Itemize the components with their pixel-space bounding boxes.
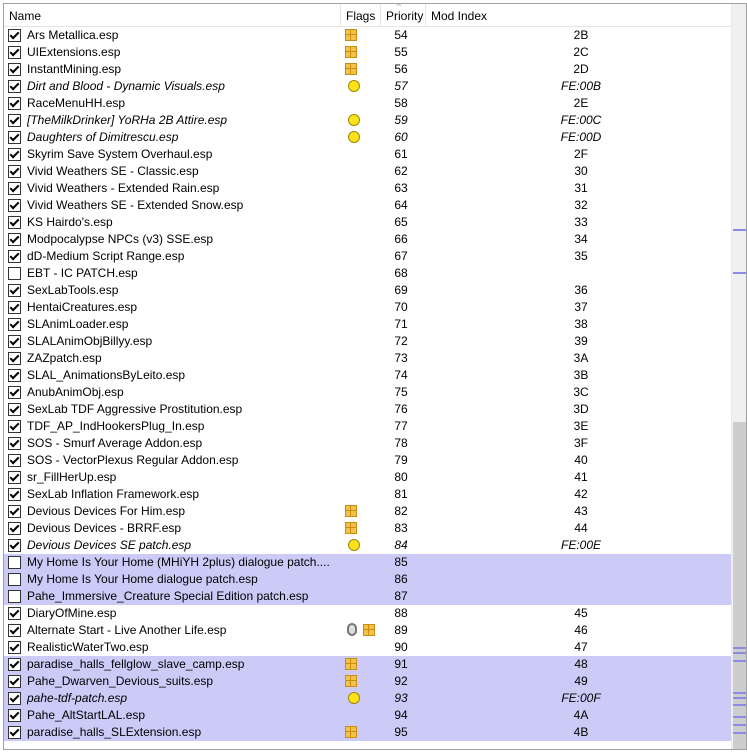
plugin-mod-index: 3D: [573, 402, 589, 416]
plugin-priority: 57: [394, 79, 408, 93]
plugin-mod-index: 30: [574, 164, 588, 178]
plugin-row[interactable]: [4, 265, 731, 282]
plugin-flags: [341, 112, 381, 129]
plugin-mod-index: 4A: [573, 708, 589, 722]
plugin-row[interactable]: [4, 435, 731, 452]
plugin-row[interactable]: [4, 27, 731, 44]
plugin-priority: 54: [394, 28, 408, 42]
scrollbar-marker: [733, 724, 746, 726]
plugin-flags: [341, 367, 381, 384]
plugin-priority: 69: [394, 283, 408, 297]
plugin-name: Devious Devices SE patch.esp: [27, 538, 192, 552]
master-box-icon: [345, 522, 357, 534]
enable-checkbox[interactable]: [8, 46, 21, 59]
scrollbar-marker: [733, 697, 746, 699]
plugin-name: SLAL_AnimationsByLeito.esp: [27, 368, 186, 382]
plugin-priority: 82: [394, 504, 408, 518]
plugin-flags: [341, 571, 381, 588]
enable-checkbox[interactable]: [8, 352, 21, 365]
plugin-name: SexLabTools.esp: [27, 283, 119, 297]
plugin-priority: 64: [394, 198, 408, 212]
plugin-flags: [341, 316, 381, 333]
enable-checkbox[interactable]: [8, 692, 21, 705]
enable-checkbox[interactable]: [8, 556, 21, 569]
plugin-name: dD-Medium Script Range.esp: [27, 249, 185, 263]
plugin-flags: [341, 724, 381, 741]
plugin-mod-index: 2C: [573, 45, 589, 59]
scrollbar-marker: [733, 732, 746, 734]
plugin-flags: [341, 163, 381, 180]
plugin-row[interactable]: [4, 724, 731, 741]
enable-checkbox[interactable]: [8, 63, 21, 76]
plugin-priority: 63: [394, 181, 408, 195]
plugin-name: Daughters of Dimitrescu.esp: [27, 130, 179, 144]
header-flags[interactable]: Flags: [341, 4, 381, 26]
plugin-flags: [341, 78, 381, 95]
plugin-row[interactable]: [4, 554, 731, 571]
plugin-name: My Home Is Your Home (MHiYH 2plus) dialogue patch....: [27, 555, 330, 569]
plugin-name: Pahe_Dwarven_Devious_suits.esp: [27, 674, 214, 688]
enable-checkbox[interactable]: [8, 182, 21, 195]
plugin-name: SOS - Smurf Average Addon.esp: [27, 436, 203, 450]
plugin-name: My Home Is Your Home dialogue patch.esp: [27, 572, 258, 586]
plugin-priority: 93: [394, 691, 408, 705]
plugin-flags: [341, 265, 381, 282]
plugin-row[interactable]: [4, 452, 731, 469]
plugin-flags: [341, 690, 381, 707]
plugin-row[interactable]: [4, 571, 731, 588]
plugin-mod-index: 3C: [573, 385, 589, 399]
scrollbar-marker: [733, 716, 746, 718]
plugin-priority: 65: [394, 215, 408, 229]
plugin-flags: [341, 384, 381, 401]
plugin-priority: 71: [394, 317, 408, 331]
plugin-name: RaceMenuHH.esp: [27, 96, 126, 110]
enable-checkbox[interactable]: [8, 216, 21, 229]
plugin-flags: [341, 622, 381, 639]
plugin-mod-index: 2F: [573, 147, 588, 161]
plugin-mod-index: 41: [574, 470, 588, 484]
plugin-flags: [341, 231, 381, 248]
scrollbar-marker: [733, 660, 746, 662]
plugin-priority: 80: [394, 470, 408, 484]
enable-checkbox[interactable]: [8, 233, 21, 246]
plugin-row[interactable]: [4, 690, 731, 707]
enable-checkbox[interactable]: [8, 267, 21, 280]
plugin-mod-index: 32: [574, 198, 588, 212]
plugin-flags: [341, 214, 381, 231]
plugin-flags: [341, 656, 381, 673]
plugin-mod-index: 2E: [573, 96, 589, 110]
plugin-name: paradise_halls_fellglow_slave_camp.esp: [27, 657, 245, 671]
header-priority[interactable]: Priority: [381, 4, 426, 26]
enable-checkbox[interactable]: [8, 80, 21, 93]
master-box-icon: [345, 726, 357, 738]
plugin-mod-index: 2D: [573, 62, 589, 76]
plugin-name: pahe-tdf-patch.esp: [27, 691, 128, 705]
plugin-mod-index: 37: [574, 300, 588, 314]
enable-checkbox[interactable]: [8, 114, 21, 127]
plugin-flags: [341, 61, 381, 78]
plugin-row[interactable]: [4, 78, 731, 95]
plugin-priority: 75: [394, 385, 408, 399]
plugin-flags: [341, 605, 381, 622]
plugin-mod-index: 44: [574, 521, 588, 535]
plugin-name: Vivid Weathers SE - Classic.esp: [27, 164, 199, 178]
plugin-priority: 90: [394, 640, 408, 654]
light-plugin-icon: [348, 80, 360, 92]
plugin-flags: [341, 299, 381, 316]
enable-checkbox[interactable]: [8, 335, 21, 348]
plugin-row[interactable]: [4, 129, 731, 146]
plugin-flags: [341, 554, 381, 571]
plugin-name: TDF_AP_IndHookersPlug_In.esp: [27, 419, 205, 433]
plugin-mod-index: 38: [574, 317, 588, 331]
plugin-row[interactable]: [4, 639, 731, 656]
enable-checkbox[interactable]: [8, 726, 21, 739]
plugin-priority: 84: [394, 538, 408, 552]
plugin-row[interactable]: [4, 231, 731, 248]
plugin-name: SLAnimLoader.esp: [27, 317, 129, 331]
plugin-row[interactable]: [4, 248, 731, 265]
plugin-mod-index: 43: [574, 504, 588, 518]
plugin-row[interactable]: [4, 197, 731, 214]
enable-checkbox[interactable]: [8, 403, 21, 416]
plugin-priority: 60: [394, 130, 408, 144]
plugin-name: Vivid Weathers - Extended Rain.esp: [27, 181, 220, 195]
scrollbar-marker: [733, 652, 746, 654]
scrollbar-marker: [733, 692, 746, 694]
scrollbar-marker: [733, 704, 746, 706]
vertical-scrollbar[interactable]: [731, 4, 747, 749]
plugin-flags: [341, 95, 381, 112]
enable-checkbox[interactable]: [8, 539, 21, 552]
plugin-mod-index: 48: [574, 657, 588, 671]
enable-checkbox[interactable]: [8, 199, 21, 212]
plugin-flags: [341, 27, 381, 44]
enable-checkbox[interactable]: [8, 318, 21, 331]
master-box-icon: [345, 63, 357, 75]
plugin-row[interactable]: [4, 61, 731, 78]
plugin-priority: 94: [394, 708, 408, 722]
plugin-priority: 70: [394, 300, 408, 314]
plugin-name: EBT - IC PATCH.esp: [27, 266, 138, 280]
plugin-mod-index: 33: [574, 215, 588, 229]
plugin-name: Devious Devices For Him.esp: [27, 504, 186, 518]
plugin-flags: [341, 503, 381, 520]
enable-checkbox[interactable]: [8, 522, 21, 535]
plugin-flags: [341, 469, 381, 486]
enable-checkbox[interactable]: [8, 590, 21, 603]
plugin-mod-index: FE:00D: [560, 130, 602, 144]
plugin-name: KS Hairdo's.esp: [27, 215, 113, 229]
plugin-list-panel: [3, 3, 747, 750]
plugin-name: [TheMilkDrinker] YoRHa 2B Attire.esp: [27, 113, 228, 127]
enable-checkbox[interactable]: [8, 148, 21, 161]
light-plugin-icon: [348, 692, 360, 704]
plugin-flags: [341, 197, 381, 214]
enable-checkbox[interactable]: [8, 165, 21, 178]
enable-checkbox[interactable]: [8, 250, 21, 263]
plugin-row[interactable]: [4, 520, 731, 537]
plugin-priority: 78: [394, 436, 408, 450]
plugin-mod-index: 47: [574, 640, 588, 654]
enable-checkbox[interactable]: [8, 488, 21, 501]
plugin-priority: 91: [394, 657, 408, 671]
plugin-row[interactable]: [4, 214, 731, 231]
plugin-name: DiaryOfMine.esp: [27, 606, 117, 620]
plugin-priority: 86: [394, 572, 408, 586]
enable-checkbox[interactable]: [8, 607, 21, 620]
plugin-mod-index: 3F: [573, 436, 588, 450]
enable-checkbox[interactable]: [8, 369, 21, 382]
plugin-row[interactable]: [4, 350, 731, 367]
plugin-mod-index: 42: [574, 487, 588, 501]
plugin-row[interactable]: [4, 299, 731, 316]
plugin-priority: 72: [394, 334, 408, 348]
enable-checkbox[interactable]: [8, 29, 21, 42]
plugin-row[interactable]: [4, 384, 731, 401]
plugin-mod-index: 2B: [573, 28, 589, 42]
plugin-row[interactable]: [4, 146, 731, 163]
plugin-row[interactable]: [4, 605, 731, 622]
plugin-name: AnubAnimObj.esp: [27, 385, 124, 399]
plugin-mod-index: 34: [574, 232, 588, 246]
plugin-priority: 88: [394, 606, 408, 620]
plugin-row[interactable]: [4, 44, 731, 61]
plugin-name: SLALAnimObjBillyy.esp: [27, 334, 153, 348]
enable-checkbox[interactable]: [8, 641, 21, 654]
plugin-mod-index: FE:00F: [561, 691, 601, 705]
master-box-icon: [363, 624, 375, 636]
plugin-name: Modpocalypse NPCs (v3) SSE.esp: [27, 232, 214, 246]
enable-checkbox[interactable]: [8, 284, 21, 297]
enable-checkbox[interactable]: [8, 437, 21, 450]
plugin-flags: [341, 129, 381, 146]
plugin-row[interactable]: [4, 656, 731, 673]
scrollbar-thumb[interactable]: [733, 422, 746, 749]
light-plugin-icon: [348, 131, 360, 143]
plugin-name: InstantMining.esp: [27, 62, 122, 76]
plugin-row[interactable]: [4, 316, 731, 333]
plugin-priority: 87: [394, 589, 408, 603]
plugin-priority: 62: [394, 164, 408, 178]
plugin-flags: [341, 282, 381, 299]
plugin-priority: 68: [394, 266, 408, 280]
plugin-priority: 77: [394, 419, 408, 433]
plugin-priority: 74: [394, 368, 408, 382]
plugin-flags: [341, 588, 381, 605]
master-box-icon: [345, 46, 357, 58]
scrollbar-marker: [733, 647, 746, 649]
plugin-name: ZAZpatch.esp: [27, 351, 102, 365]
light-plugin-icon: [348, 539, 360, 551]
plugin-flags: [341, 537, 381, 554]
plugin-name: Skyrim Save System Overhaul.esp: [27, 147, 213, 161]
plugin-flags: [341, 44, 381, 61]
header-name[interactable]: Name: [4, 4, 341, 26]
plugin-mod-index: 49: [574, 674, 588, 688]
plugin-flags: [341, 146, 381, 163]
plugin-flags: [341, 452, 381, 469]
enable-checkbox[interactable]: [8, 658, 21, 671]
plugin-mod-index: 35: [574, 249, 588, 263]
plugin-name: Pahe_AltStartLAL.esp: [27, 708, 146, 722]
enable-checkbox[interactable]: [8, 573, 21, 586]
plugin-flags: [341, 180, 381, 197]
enable-checkbox[interactable]: [8, 454, 21, 467]
plugin-flags: [341, 520, 381, 537]
plugin-row[interactable]: [4, 163, 731, 180]
plugin-mod-index: 40: [574, 453, 588, 467]
plugin-name: Alternate Start - Live Another Life.esp: [27, 623, 227, 637]
plugin-flags: [341, 418, 381, 435]
plugin-row[interactable]: [4, 537, 731, 554]
column-header: [4, 4, 731, 27]
plugin-name: Ars Metallica.esp: [27, 28, 119, 42]
plugin-flags: [341, 435, 381, 452]
plugin-row[interactable]: [4, 486, 731, 503]
plugin-mod-index: 4B: [573, 725, 589, 739]
plugin-priority: 89: [394, 623, 408, 637]
plugin-flags: [341, 333, 381, 350]
plugin-priority: 59: [394, 113, 408, 127]
plugin-mod-index: 3A: [573, 351, 589, 365]
plugin-row[interactable]: [4, 95, 731, 112]
plugin-mod-index: FE:00B: [560, 79, 602, 93]
enable-checkbox[interactable]: [8, 709, 21, 722]
plugin-row[interactable]: [4, 707, 731, 724]
enable-checkbox[interactable]: [8, 471, 21, 484]
plugin-mod-index: 39: [574, 334, 588, 348]
plugin-priority: 56: [394, 62, 408, 76]
plugin-mod-index: 36: [574, 283, 588, 297]
plugin-mod-index: FE:00C: [560, 113, 602, 127]
master-box-icon: [345, 675, 357, 687]
plugin-priority: 79: [394, 453, 408, 467]
plugin-priority: 76: [394, 402, 408, 416]
plugin-row[interactable]: [4, 367, 731, 384]
plugin-priority: 81: [394, 487, 408, 501]
scrollbar-marker: [733, 272, 746, 274]
plugin-row[interactable]: [4, 622, 731, 639]
plugin-row[interactable]: [4, 333, 731, 350]
enable-checkbox[interactable]: [8, 386, 21, 399]
header-mod-index[interactable]: Mod Index: [431, 9, 488, 23]
attachment-icon: [347, 623, 357, 636]
plugin-name: UIExtensions.esp: [27, 45, 121, 59]
plugin-name: SexLab Inflation Framework.esp: [27, 487, 200, 501]
plugin-name: Vivid Weathers SE - Extended Snow.esp: [27, 198, 244, 212]
plugin-priority: 61: [394, 147, 408, 161]
plugin-name: sr_FillHerUp.esp: [27, 470, 117, 484]
plugin-flags: [341, 639, 381, 656]
plugin-mod-index: FE:00E: [560, 538, 602, 552]
plugin-priority: 73: [394, 351, 408, 365]
plugin-priority: 95: [394, 725, 408, 739]
plugin-name: SOS - VectorPlexus Regular Addon.esp: [27, 453, 239, 467]
plugin-row[interactable]: [4, 112, 731, 129]
enable-checkbox[interactable]: [8, 301, 21, 314]
plugin-row[interactable]: [4, 401, 731, 418]
plugin-row[interactable]: [4, 588, 731, 605]
master-box-icon: [345, 29, 357, 41]
plugin-mod-index: 46: [574, 623, 588, 637]
plugin-flags: [341, 401, 381, 418]
plugin-priority: 67: [394, 249, 408, 263]
enable-checkbox[interactable]: [8, 505, 21, 518]
plugin-priority: 85: [394, 555, 408, 569]
plugin-mod-index: 3B: [573, 368, 589, 382]
master-box-icon: [345, 658, 357, 670]
plugin-name: paradise_halls_SLExtension.esp: [27, 725, 202, 739]
enable-checkbox[interactable]: [8, 131, 21, 144]
plugin-row[interactable]: [4, 469, 731, 486]
enable-checkbox[interactable]: [8, 420, 21, 433]
plugin-priority: 66: [394, 232, 408, 246]
plugin-flags: [341, 248, 381, 265]
plugin-flags: [341, 707, 381, 724]
plugin-row[interactable]: [4, 282, 731, 299]
scrollbar-marker: [733, 229, 746, 231]
plugin-row[interactable]: [4, 673, 731, 690]
plugin-name: Devious Devices - BRRF.esp: [27, 521, 182, 535]
plugin-priority: 92: [394, 674, 408, 688]
master-box-icon: [345, 505, 357, 517]
plugin-name: Dirt and Blood - Dynamic Visuals.esp: [27, 79, 225, 93]
plugin-rows: [4, 27, 731, 741]
plugin-name: Pahe_Immersive_Creature Special Edition patch.esp: [27, 589, 309, 603]
plugin-row[interactable]: [4, 503, 731, 520]
enable-checkbox[interactable]: [8, 97, 21, 110]
plugin-row[interactable]: [4, 418, 731, 435]
plugin-mod-index: 3E: [573, 419, 589, 433]
plugin-name: SexLab TDF Aggressive Prostitution.esp: [27, 402, 243, 416]
plugin-row[interactable]: [4, 180, 731, 197]
enable-checkbox[interactable]: [8, 675, 21, 688]
plugin-mod-index: 45: [574, 606, 588, 620]
plugin-priority: 58: [394, 96, 408, 110]
plugin-flags: [341, 486, 381, 503]
plugin-name: RealisticWaterTwo.esp: [27, 640, 149, 654]
plugin-priority: 55: [394, 45, 408, 59]
plugin-priority: 83: [394, 521, 408, 535]
sort-ascending-icon: ^: [397, 3, 401, 11]
plugin-mod-index: 31: [574, 181, 588, 195]
plugin-flags: [341, 673, 381, 690]
plugin-flags: [341, 350, 381, 367]
enable-checkbox[interactable]: [8, 624, 21, 637]
light-plugin-icon: [348, 114, 360, 126]
plugin-name: HentaiCreatures.esp: [27, 300, 138, 314]
